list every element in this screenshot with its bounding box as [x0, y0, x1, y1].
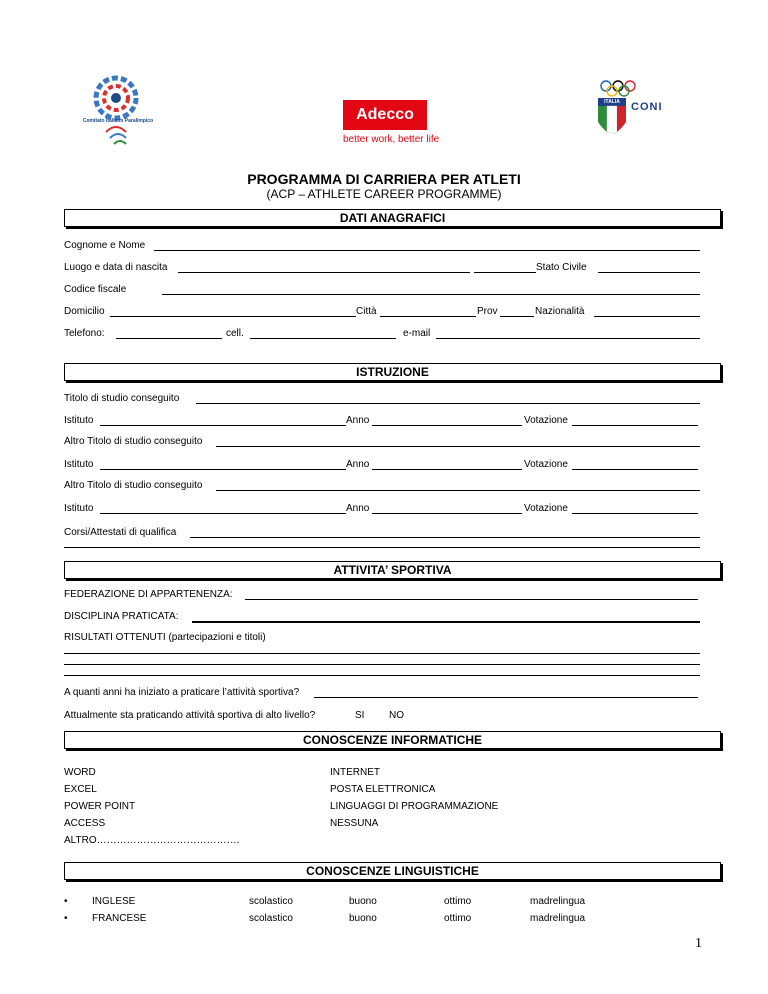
label-prov: Prov	[477, 306, 498, 317]
label-altro-titolo-1: Altro Titolo di studio conseguito	[64, 436, 203, 447]
field-titolo-studio[interactable]	[196, 403, 700, 404]
label-citta: Città	[356, 306, 377, 317]
field-prov[interactable]	[500, 316, 534, 317]
field-email[interactable]	[436, 338, 700, 339]
option-access[interactable]: ACCESS	[64, 818, 106, 829]
adecco-wordmark: Adecco	[343, 100, 427, 130]
label-federazione: FEDERAZIONE DI APPARTENENZA:	[64, 589, 233, 600]
option-power-point[interactable]: POWER POINT	[64, 801, 136, 812]
field-stato-civile[interactable]	[598, 272, 700, 273]
field-data-nascita[interactable]	[474, 272, 536, 273]
label-stato-civile: Stato Civile	[536, 262, 587, 273]
level-scolastico-inglese[interactable]: scolastico	[249, 896, 293, 907]
language-inglese: INGLESE	[92, 896, 136, 907]
coni-wordmark: CONI	[631, 101, 663, 113]
option-internet[interactable]: INTERNET	[330, 767, 380, 778]
label-telefono: Telefono:	[64, 328, 105, 339]
label-votazione-2: Votazione	[524, 459, 568, 470]
field-anno-2[interactable]	[372, 469, 522, 470]
label-anno-1: Anno	[346, 415, 370, 426]
language-francese: FRANCESE	[92, 913, 147, 924]
option-posta-elettronica[interactable]: POSTA ELETTRONICA	[330, 784, 436, 795]
field-risultati-1[interactable]	[64, 653, 700, 654]
label-anno-2: Anno	[346, 459, 370, 470]
level-madrelingua-francese[interactable]: madrelingua	[530, 913, 586, 924]
field-telefono[interactable]	[116, 338, 222, 339]
label-istituto-3: Istituto	[64, 503, 94, 514]
section-dati-anagrafici: DATI ANAGRAFICI	[64, 209, 721, 227]
field-votazione-1[interactable]	[572, 425, 698, 426]
coni-logo	[598, 80, 678, 140]
section-attivita-sportiva: ATTIVITA’ SPORTIVA	[64, 561, 721, 579]
field-federazione[interactable]	[245, 599, 698, 600]
label-disciplina: DISCIPLINA PRATICATA:	[64, 611, 179, 622]
label-alto-livello: Attualmente sta praticando attività sportiva di alto livello?	[64, 710, 316, 721]
field-votazione-3[interactable]	[572, 513, 698, 514]
label-risultati: RISULTATI OTTENUTI (partecipazioni e titoli)	[64, 632, 266, 643]
field-domicilio[interactable]	[110, 316, 356, 317]
label-istituto-1: Istituto	[64, 415, 94, 426]
bullet-francese: •	[64, 913, 68, 924]
label-votazione-1: Votazione	[524, 415, 568, 426]
field-disciplina[interactable]	[192, 621, 700, 623]
section-istruzione: ISTRUZIONE	[64, 363, 721, 381]
label-votazione-3: Votazione	[524, 503, 568, 514]
field-corsi-attestati-2[interactable]	[64, 547, 700, 548]
label-istituto-2: Istituto	[64, 459, 94, 470]
field-risultati-2[interactable]	[64, 664, 700, 665]
label-nazionalita: Nazionalità	[535, 306, 585, 317]
adecco-tagline: better work, better life	[343, 134, 440, 145]
level-scolastico-francese[interactable]: scolastico	[249, 913, 293, 924]
adecco-logo	[343, 100, 440, 152]
field-codice-fiscale[interactable]	[162, 294, 700, 295]
olympic-rings-icon	[600, 80, 636, 98]
label-codice-fiscale: Codice fiscale	[64, 284, 127, 295]
field-istituto-3[interactable]	[100, 513, 346, 514]
label-titolo-studio: Titolo di studio conseguito	[64, 393, 180, 404]
level-buono-francese[interactable]: buono	[349, 913, 377, 924]
label-cell: cell.	[226, 328, 244, 339]
page-title: PROGRAMMA DI CARRIERA PER ATLETI	[247, 171, 521, 187]
label-altro-informatica[interactable]: ALTRO…………………………………….	[64, 835, 240, 846]
option-nessuna[interactable]: NESSUNA	[330, 818, 379, 829]
label-corsi-attestati: Corsi/Attestati di qualifica	[64, 527, 177, 538]
field-anno-1[interactable]	[372, 425, 522, 426]
field-corsi-attestati[interactable]	[190, 537, 700, 538]
field-altro-titolo-2[interactable]	[216, 490, 700, 491]
field-nazionalita[interactable]	[594, 316, 700, 317]
field-luogo-data-nascita[interactable]	[178, 272, 470, 273]
field-istituto-2[interactable]	[100, 469, 346, 470]
label-anno-3: Anno	[346, 503, 370, 514]
option-no[interactable]: NO	[389, 710, 404, 721]
option-word[interactable]: WORD	[64, 767, 96, 778]
field-votazione-2[interactable]	[572, 469, 698, 470]
cip-logo-text: Comitato Italiano Paralimpico	[82, 118, 154, 124]
field-anno-3[interactable]	[372, 513, 522, 514]
level-ottimo-inglese[interactable]: ottimo	[444, 896, 472, 907]
field-citta[interactable]	[380, 316, 476, 317]
label-eta-inizio: A quanti anni ha iniziato a praticare l’attività sportiva?	[64, 687, 300, 698]
level-buono-inglese[interactable]: buono	[349, 896, 377, 907]
option-linguaggi-programmazione[interactable]: LINGUAGGI DI PROGRAMMAZIONE	[330, 801, 499, 812]
page-number: 1	[695, 936, 702, 951]
option-excel[interactable]: EXCEL	[64, 784, 97, 795]
option-si[interactable]: SI	[355, 710, 365, 721]
field-altro-titolo-1[interactable]	[216, 446, 700, 447]
section-conoscenze-informatiche: CONOSCENZE INFORMATICHE	[64, 731, 721, 749]
level-ottimo-francese[interactable]: ottimo	[444, 913, 472, 924]
label-cognome-nome: Cognome e Nome	[64, 240, 146, 251]
field-istituto-1[interactable]	[100, 425, 346, 426]
level-madrelingua-inglese[interactable]: madrelingua	[530, 896, 586, 907]
page-subtitle: (ACP – ATHLETE CAREER PROGRAMME)	[266, 187, 502, 201]
field-cognome-nome[interactable]	[154, 250, 700, 251]
cip-logo	[82, 72, 154, 152]
field-cell[interactable]	[250, 338, 396, 339]
field-risultati-3[interactable]	[64, 675, 700, 676]
label-email: e-mail	[403, 328, 431, 339]
label-luogo-data-nascita: Luogo e data di nascita	[64, 262, 168, 273]
coni-badge-text: ITALIA	[604, 99, 620, 105]
bullet-inglese: •	[64, 896, 68, 907]
label-altro-titolo-2: Altro Titolo di studio conseguito	[64, 480, 203, 491]
section-conoscenze-linguistiche: CONOSCENZE LINGUISTICHE	[64, 862, 721, 880]
label-domicilio: Domicilio	[64, 306, 105, 317]
field-eta-inizio[interactable]	[314, 697, 698, 698]
